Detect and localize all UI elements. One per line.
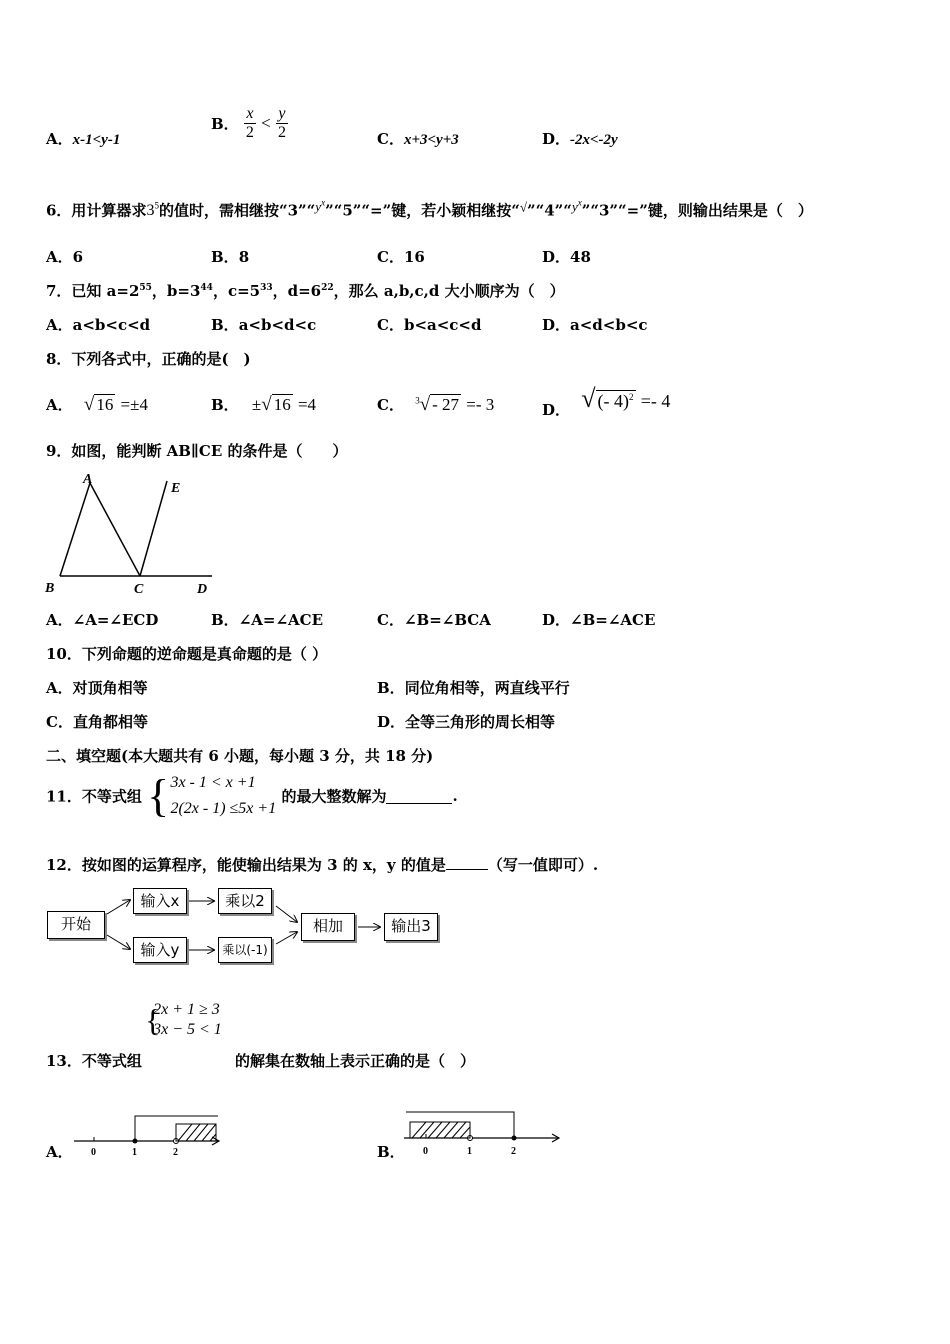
q13-option-a-number-line — [74, 1110, 222, 1160]
q9-stem: 9．如图，能判断 AB∥CE 的条件是（ ） — [46, 442, 348, 460]
q13-option-b-label: B． — [377, 1143, 405, 1161]
q7-stem: 7．已知 $a=2^{55}$，$b=3^{44}$，$c=5^{33}$，$d=6^{22}$，那么 a,b,c,d 大小顺序为（ ） — [46, 282, 565, 300]
q8-option-a: A． √ 16 =±4 — [46, 394, 148, 415]
q8-option-b: B． ±√ 16 =4 — [211, 394, 317, 415]
q10-option-b: B．同位角相等，两直线平行 — [377, 679, 570, 697]
sqrt-expression: √ 16 — [261, 394, 291, 415]
tick-label-1: 1 — [132, 1147, 137, 1158]
q6-stem: 6．用计算器求$3^5$的值时，需相继按“$3”“y^x”“5”“=$”键，若小颖相继按“$√”“4”“y^x”“3”“=$”键，则输出结果是（ ） — [46, 198, 813, 220]
q11-stem: 11．不等式组 { 3x - 1 < x +1 2(2x - 1) ≤5x +1 的最大整数解为 . — [46, 770, 458, 821]
inequality-line-1: 2x + 1 ≥ 3 — [153, 1001, 220, 1018]
flow-times-neg1-box: 乘以(-1) — [218, 937, 272, 963]
flow-add-box: 相加 — [301, 913, 355, 941]
point-label-b: B — [45, 581, 55, 596]
q9-option-c: C．∠B=∠BCA — [377, 611, 491, 629]
q13-stem: 13．不等式组 { 2x + 1 ≥ 3 3x − 5 < 1 的解集在数轴上表示正确的是（ ） — [46, 1001, 476, 1070]
point-label-e: E — [171, 481, 181, 496]
q6-option-b: B．8 — [211, 248, 250, 266]
key-y-power-x: $y^x$ — [571, 198, 582, 215]
fraction-y-over-2: $\frac{y}{2}$ — [277, 105, 286, 141]
flow-input-x-box: 输入x — [133, 888, 187, 914]
power-3-5: $3^5$ — [146, 201, 159, 220]
q6-option-d: D．48 — [542, 248, 591, 266]
point-label-a: A — [83, 472, 93, 487]
q9-option-b: B．∠A=∠ACE — [211, 611, 324, 629]
q10-option-a: A．对顶角相等 — [46, 679, 148, 697]
sqrt-expression: √ (- 4)$^2$ — [581, 384, 634, 413]
option-label: C． — [377, 130, 404, 148]
flow-output-box: 输出3 — [384, 913, 438, 941]
arrow-times-neg1-to-add — [276, 932, 297, 944]
q9-option-a: A．∠A=∠ECD — [46, 611, 159, 629]
q6-option-c: C．16 — [377, 248, 425, 266]
q10-option-d: D．全等三角形的周长相等 — [377, 713, 556, 731]
q7-option-d: D．a<d<b<c — [542, 316, 648, 334]
tick-label-2: 2 — [173, 1147, 178, 1158]
inequality-line-2: 3x − 5 < 1 — [153, 1021, 222, 1038]
key-y-power-x: $y^x$ — [315, 198, 326, 215]
flow-times-2-box: 乘以2 — [218, 888, 272, 914]
q6-option-a: A．6 — [46, 248, 84, 266]
q13-option-b-number-line — [404, 1108, 564, 1160]
q13-option-a-label: A． — [46, 1143, 73, 1161]
option-label: B． — [211, 115, 239, 133]
left-brace: { — [147, 770, 170, 821]
arrow-start-to-x — [107, 900, 130, 914]
key-sqrt: √ — [519, 199, 527, 215]
q12-stem: 12．按如图的运算程序，能使输出结果为 3 的 x，y 的值是 （写一值即可）. — [46, 856, 599, 874]
q8-option-d: D． √ (- 4)$^2$ =- 4 — [542, 384, 671, 419]
arrow-start-to-y — [107, 935, 130, 949]
q10-option-c: C．直角都相等 — [46, 713, 148, 731]
point-label-c: C — [134, 582, 144, 597]
section-2-title: 二、填空题(本大题共有 6 小题，每小题 3 分，共 18 分) — [46, 747, 434, 765]
q9-option-d: D．∠B=∠ACE — [542, 611, 656, 629]
q8-stem: 8．下列各式中，正确的是( ) — [46, 350, 251, 368]
q7-option-c: C．b<a<c<d — [377, 316, 482, 334]
option-label: A． — [46, 130, 73, 148]
arrow-times2-to-add — [276, 906, 297, 922]
q7-option-b: B．a<b<d<c — [211, 316, 317, 334]
flow-input-y-box: 输入y — [133, 937, 187, 963]
option-label: D． — [542, 130, 571, 148]
cube-root-expression: $^3$√ - 27 — [415, 394, 460, 415]
less-than-sign: < — [261, 113, 271, 133]
sqrt-expression: √ 16 — [83, 394, 114, 415]
option-text: x+3<y+3 — [403, 132, 459, 148]
inequality-line-2: 2(2x - 1) ≤5x +1 — [170, 800, 277, 817]
tick-label-1: 1 — [467, 1146, 472, 1157]
tick-label-0: 0 — [91, 1147, 96, 1158]
tick-label-2: 2 — [511, 1146, 516, 1157]
flow-start-box: 开始 — [47, 911, 105, 939]
q8-option-c: C． $^3$√ - 27 =- 3 — [377, 394, 495, 415]
fraction-x-over-2: $\frac{x}{2}$ — [245, 105, 254, 141]
option-text: x-1<y-1 — [72, 132, 121, 148]
option-text: -2x<-2y — [570, 132, 618, 148]
point-label-d: D — [197, 582, 208, 597]
inequality-line-1: 3x - 1 < x +1 — [170, 774, 256, 791]
tick-label-0: 0 — [423, 1146, 428, 1157]
q10-stem: 10．下列命题的逆命题是真命题的是（ ） — [46, 645, 328, 663]
q7-option-a: A．a<b<c<d — [46, 316, 151, 334]
